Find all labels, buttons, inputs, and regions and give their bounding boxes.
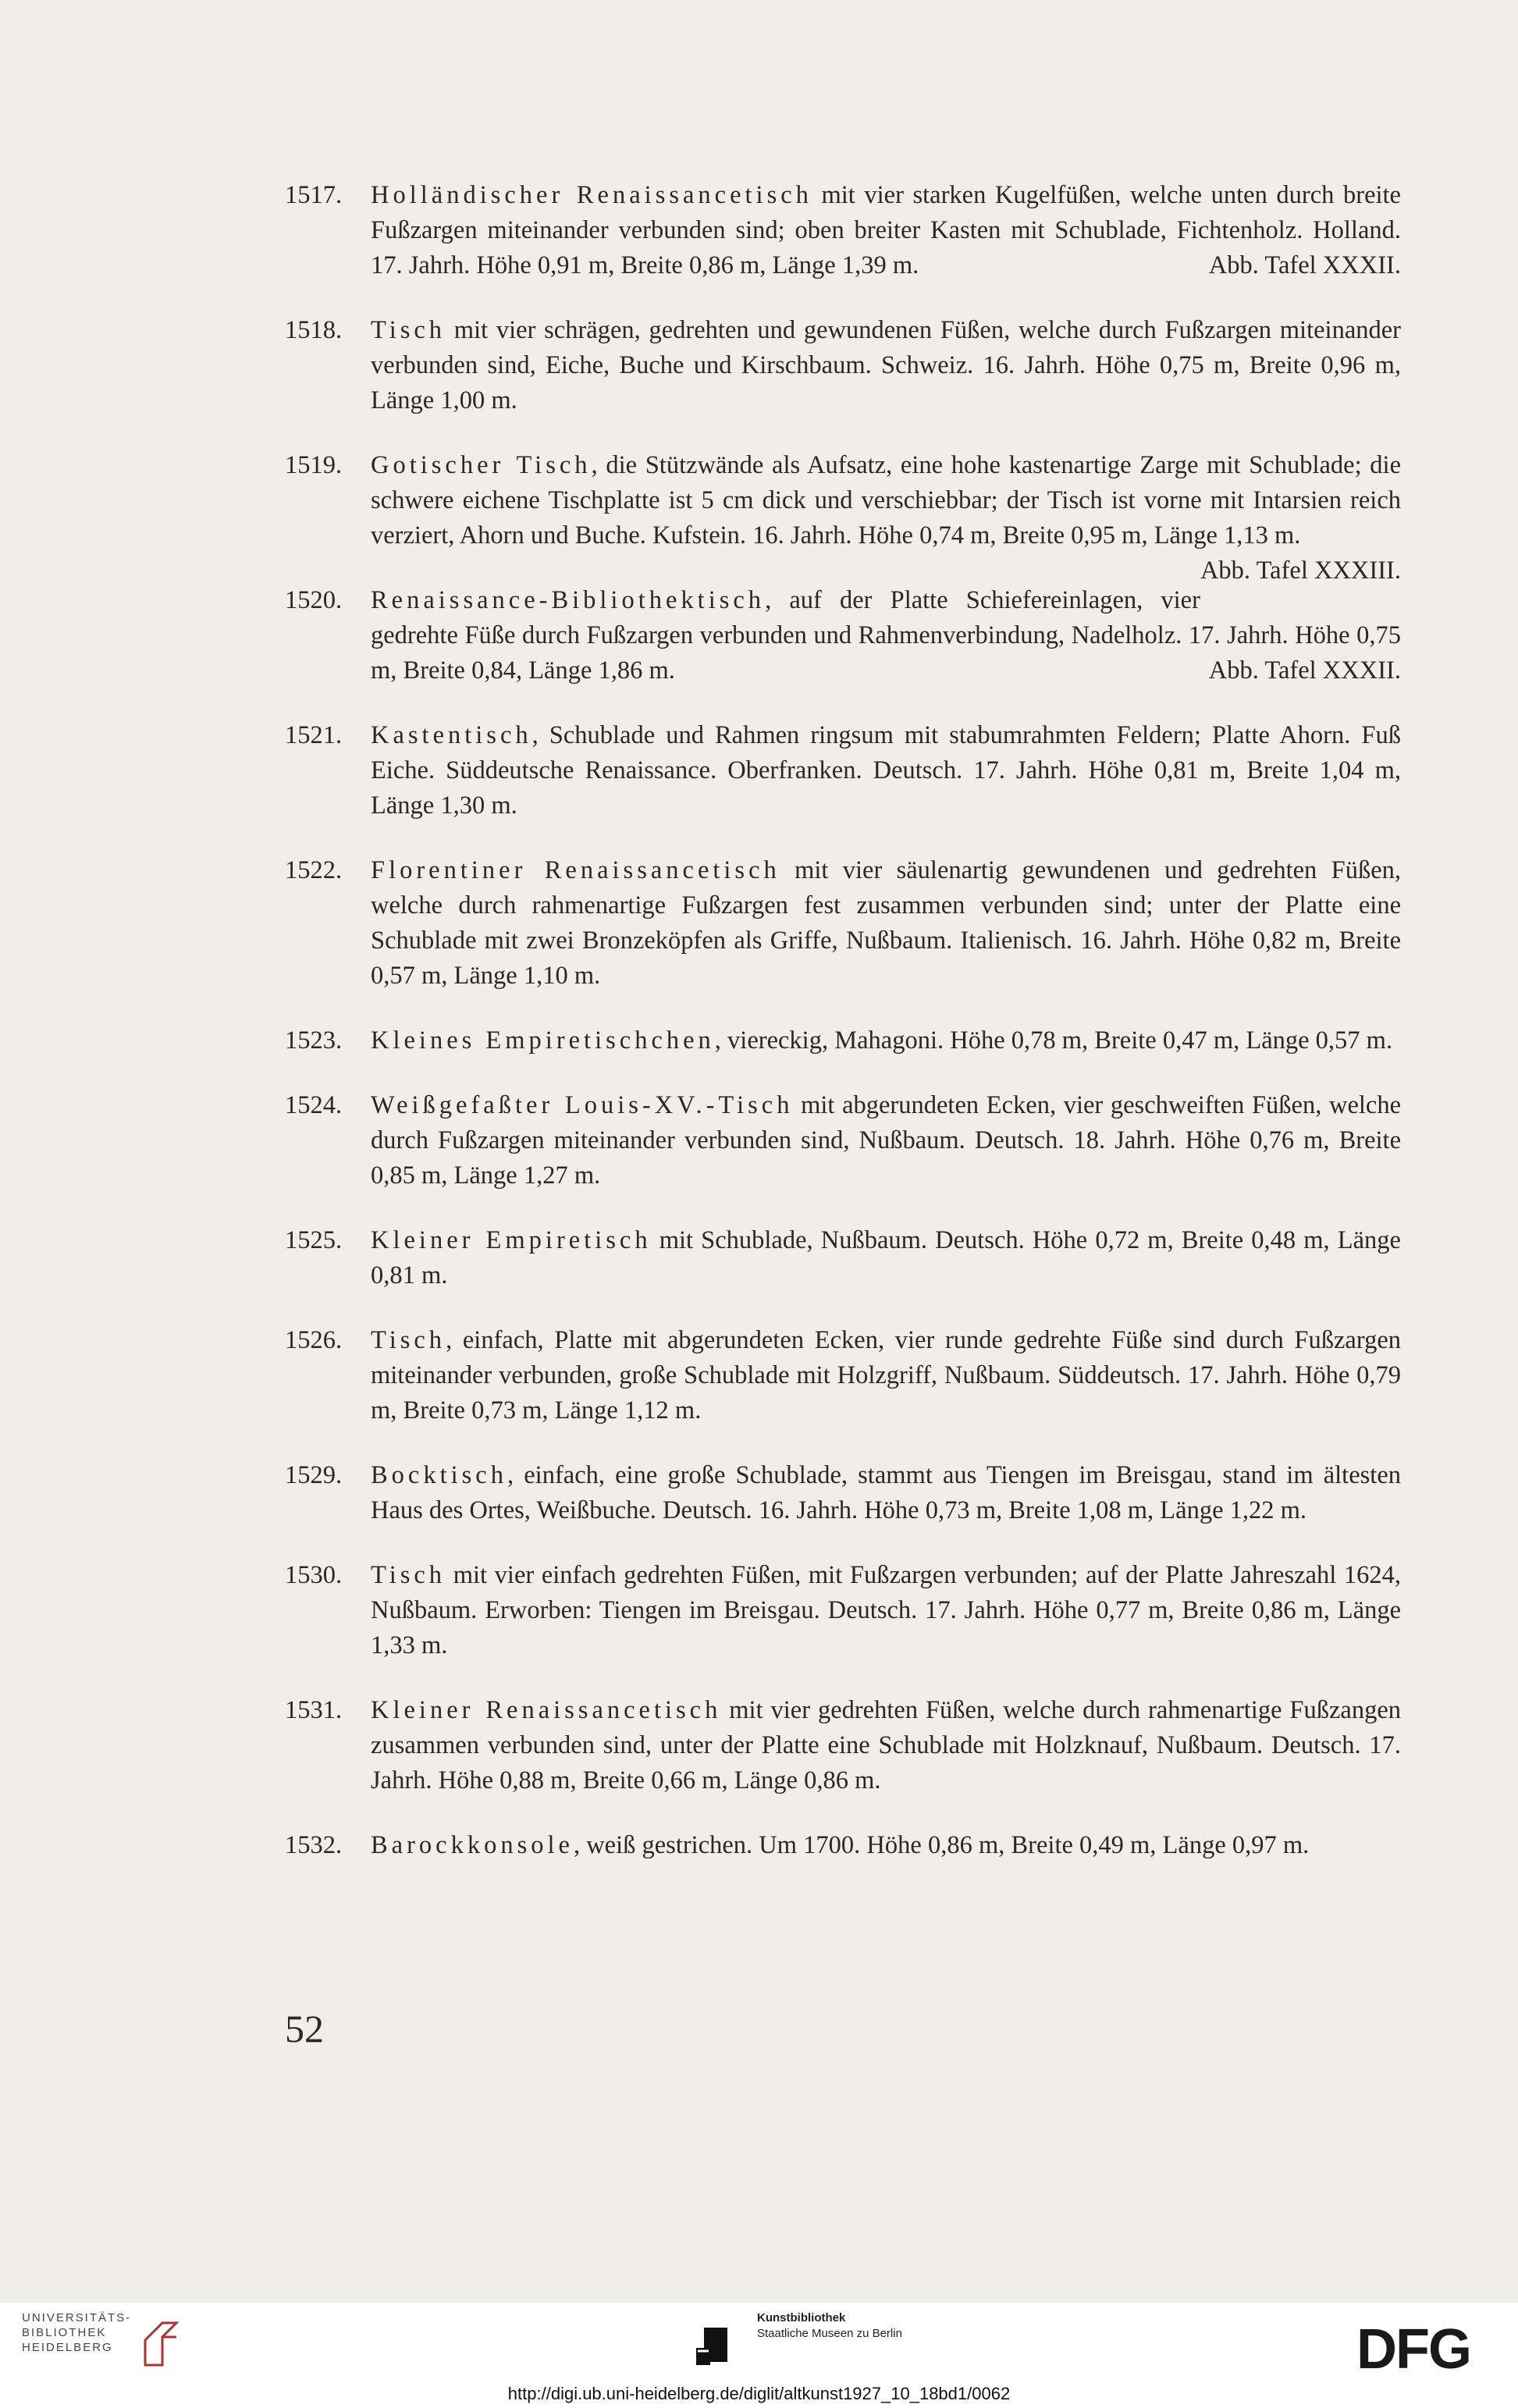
entry-description: , Schublade und Rahmen ringsum mit stabumrahmten Feldern; Platte Ahorn. Fuß Eiche. Süddeutsche Renaissance. Oberfranken. Deutsch. 17. Jahrh. Höhe 0,81 m, Breite 1,04 m, Länge 1,30 m.: [371, 721, 1401, 820]
entry-number: 1521.: [285, 721, 343, 749]
catalog-entry: [285, 1023, 1401, 1058]
entry-title: Kleiner Renaissancetisch: [371, 1696, 722, 1724]
entry-number: 1526.: [285, 1326, 343, 1354]
permalink-url[interactable]: http://digi.ub.uni-heidelberg.de/diglit/altkunst1927_10_18bd1/0062: [507, 2384, 1011, 2403]
entry-title: Tisch: [371, 1326, 446, 1354]
entry-number: 1529.: [285, 1461, 343, 1489]
entry-description: mit vier säulenartig gewundenen und gedrehten Füßen, welche durch rahmenartige Fußzargen fest zusammen verbunden sind; unter der Platte eine Schublade mit zwei Bronzeköpfen als Griffe, Nußbaum. Italienisch. 16. Jahrh. Höhe 0,82 m, Breite 0,57 m, Länge 1,10 m.: [371, 856, 1401, 990]
entry-number: 1518.: [285, 316, 343, 344]
entry-plate-reference: Abb. Tafel XXXIII.: [1200, 557, 1401, 585]
entry-number: 1520.: [285, 586, 343, 614]
entry-title: Holländischer Renaissancetisch: [371, 181, 812, 209]
entry-description: , einfach, eine große Schublade, stammt aus Tiengen im Breisgau, stand im ältesten Haus des Ortes, Weißbuche. Deutsch. 16. Jahrh. Höhe 0,73 m, Breite 1,08 m, Länge 1,22 m.: [371, 1461, 1401, 1524]
ub-logo-line: HEIDELBERG: [22, 2341, 113, 2354]
entry-title: Kastentisch: [371, 721, 532, 749]
entry-description: , weiß gestrichen. Um 1700. Höhe 0,86 m, Breite 0,49 m, Länge 0,97 m.: [573, 1831, 1310, 1859]
footer-bar: [0, 2303, 1518, 2408]
entry-description: mit vier einfach gedrehten Füßen, mit Fußzargen verbunden; auf der Platte Jahreszahl 1624, Nußbaum. Erworben: Tiengen im Breisgau. Deutsch. 17. Jahrh. Höhe 0,77 m, Breite 0,86 m, Länge 1,33 m.: [371, 1561, 1401, 1659]
dfg-logo[interactable]: DFG: [1356, 2318, 1470, 2381]
catalog-entry: [285, 448, 1401, 585]
entry-number: 1519.: [285, 451, 343, 479]
entry-description: , viereckig, Mahagoni. Höhe 0,78 m, Breite 0,47 m, Länge 0,57 m.: [714, 1026, 1393, 1055]
entry-description: mit vier schrägen, gedrehten und gewundenen Füßen, welche durch Fußzargen miteinander verbunden sind, Eiche, Buche und Kirschbaum. Schweiz. 16. Jahrh. Höhe 0,75 m, Breite 0,96 m, Länge 1,00 m.: [371, 316, 1401, 414]
entry-number: 1525.: [285, 1226, 343, 1254]
entry-title: Tisch: [371, 316, 446, 344]
entry-title: Renaissance-Bibliothektisch: [371, 586, 766, 614]
entry-title: Gotischer Tisch: [371, 451, 592, 479]
entry-title: Bocktisch: [371, 1461, 507, 1489]
catalog-entry: [285, 1323, 1401, 1428]
entry-title: Barockkonsole: [371, 1831, 574, 1859]
entry-plate-reference: Abb. Tafel XXXII.: [1208, 656, 1401, 685]
entry-description: mit abgerundeten Ecken, vier geschweiften Füßen, welche durch Fußzargen miteinander verbunden sind, Nußbaum. Deutsch. 18. Jahrh. Höhe 0,76 m, Breite 0,85 m, Länge 1,27 m.: [371, 1091, 1401, 1190]
kb-subtitle: Staatliche Museen zu Berlin: [757, 2327, 902, 2340]
catalog-entry: [285, 1088, 1401, 1193]
catalog-entry: [285, 853, 1401, 994]
catalog-entry: [285, 1223, 1401, 1293]
kb-title: Kunstbibliothek: [757, 2311, 846, 2324]
entry-number: 1523.: [285, 1026, 343, 1055]
entry-number: 1522.: [285, 856, 343, 884]
catalog-entries: [285, 178, 1401, 1893]
entry-description: , auf der Platte Schiefereinlagen, vier gedrehte Füße durch Fußzargen verbunden und Rahmenverbindung, Nadelholz. 17. Jahrh. Höhe 0,75 m, Breite 0,84, Länge 1,86 m.: [371, 586, 1401, 685]
catalog-entry: [285, 178, 1401, 283]
entry-description: mit vier starken Kugelfüßen, welche unten durch breite Fußzargen miteinander verbunden sind; oben breiter Kasten mit Schublade, Fichtenholz. Holland. 17. Jahrh. Höhe 0,91 m, Breite 0,86 m, Länge 1,39 m.: [371, 181, 1401, 279]
ub-logo-line: BIBLIOTHEK: [22, 2326, 107, 2339]
catalog-entry: [285, 1558, 1401, 1663]
ub-logo-line: UNIVERSITÄTS-: [22, 2311, 132, 2324]
entry-description: mit vier gedrehten Füßen, welche durch rahmenartige Fußzangen zusammen verbunden sind, unter der Platte eine Schublade mit Holzknauf, Nußbaum. Deutsch. 17. Jahrh. Höhe 0,88 m, Breite 0,66 m, Länge 0,86 m.: [371, 1696, 1401, 1794]
catalog-entry: [285, 583, 1401, 688]
entry-number: 1532.: [285, 1831, 343, 1859]
catalog-entry: [285, 1828, 1401, 1863]
entry-title: Kleiner Empiretisch: [371, 1226, 652, 1254]
ub-heidelberg-logo[interactable]: [22, 2310, 131, 2355]
entry-number: 1531.: [285, 1696, 343, 1724]
catalog-entry: [285, 718, 1401, 823]
entry-description: , die Stützwände als Aufsatz, eine hohe kastenartige Zarge mit Schublade; die schwere eichene Tischplatte ist 5 cm dick und verschiebbar; der Tisch ist vorne mit Intarsien reich verziert, Ahorn und Buche. Kufstein. 16. Jahrh. Höhe 0,74 m, Breite 0,95 m, Länge 1,13 m.: [371, 451, 1401, 550]
entry-number: 1530.: [285, 1561, 343, 1589]
kunstbibliothek-logo-icon: [693, 2324, 731, 2368]
catalog-entry: [285, 313, 1401, 418]
entry-title: Weißgefaßter Louis-XV.-Tisch: [371, 1091, 794, 1119]
entry-description: , einfach, Platte mit abgerundeten Ecken, vier runde gedrehte Füße sind durch Fußzargen miteinander verbunden, große Schublade mit Holzgriff, Nußbaum. Süddeutsch. 17. Jahrh. Höhe 0,79 m, Breite 0,73 m, Länge 1,12 m.: [371, 1326, 1401, 1425]
entry-title: Kleines Empiretischchen: [371, 1026, 715, 1055]
entry-number: 1517.: [285, 181, 343, 209]
entry-description: mit Schublade, Nußbaum. Deutsch. Höhe 0,72 m, Breite 0,48 m, Länge 0,81 m.: [371, 1226, 1401, 1289]
entry-title: Florentiner Renaissancetisch: [371, 856, 780, 884]
entry-title: Tisch: [371, 1561, 446, 1589]
kunstbibliothek-text: [757, 2310, 902, 2342]
catalog-entry: [285, 1458, 1401, 1528]
page-number: 52: [285, 2007, 324, 2051]
entry-plate-reference: Abb. Tafel XXXII.: [1208, 251, 1401, 279]
catalog-entry: [285, 1693, 1401, 1798]
entry-number: 1524.: [285, 1091, 343, 1119]
ub-emblem-icon: [139, 2317, 182, 2371]
